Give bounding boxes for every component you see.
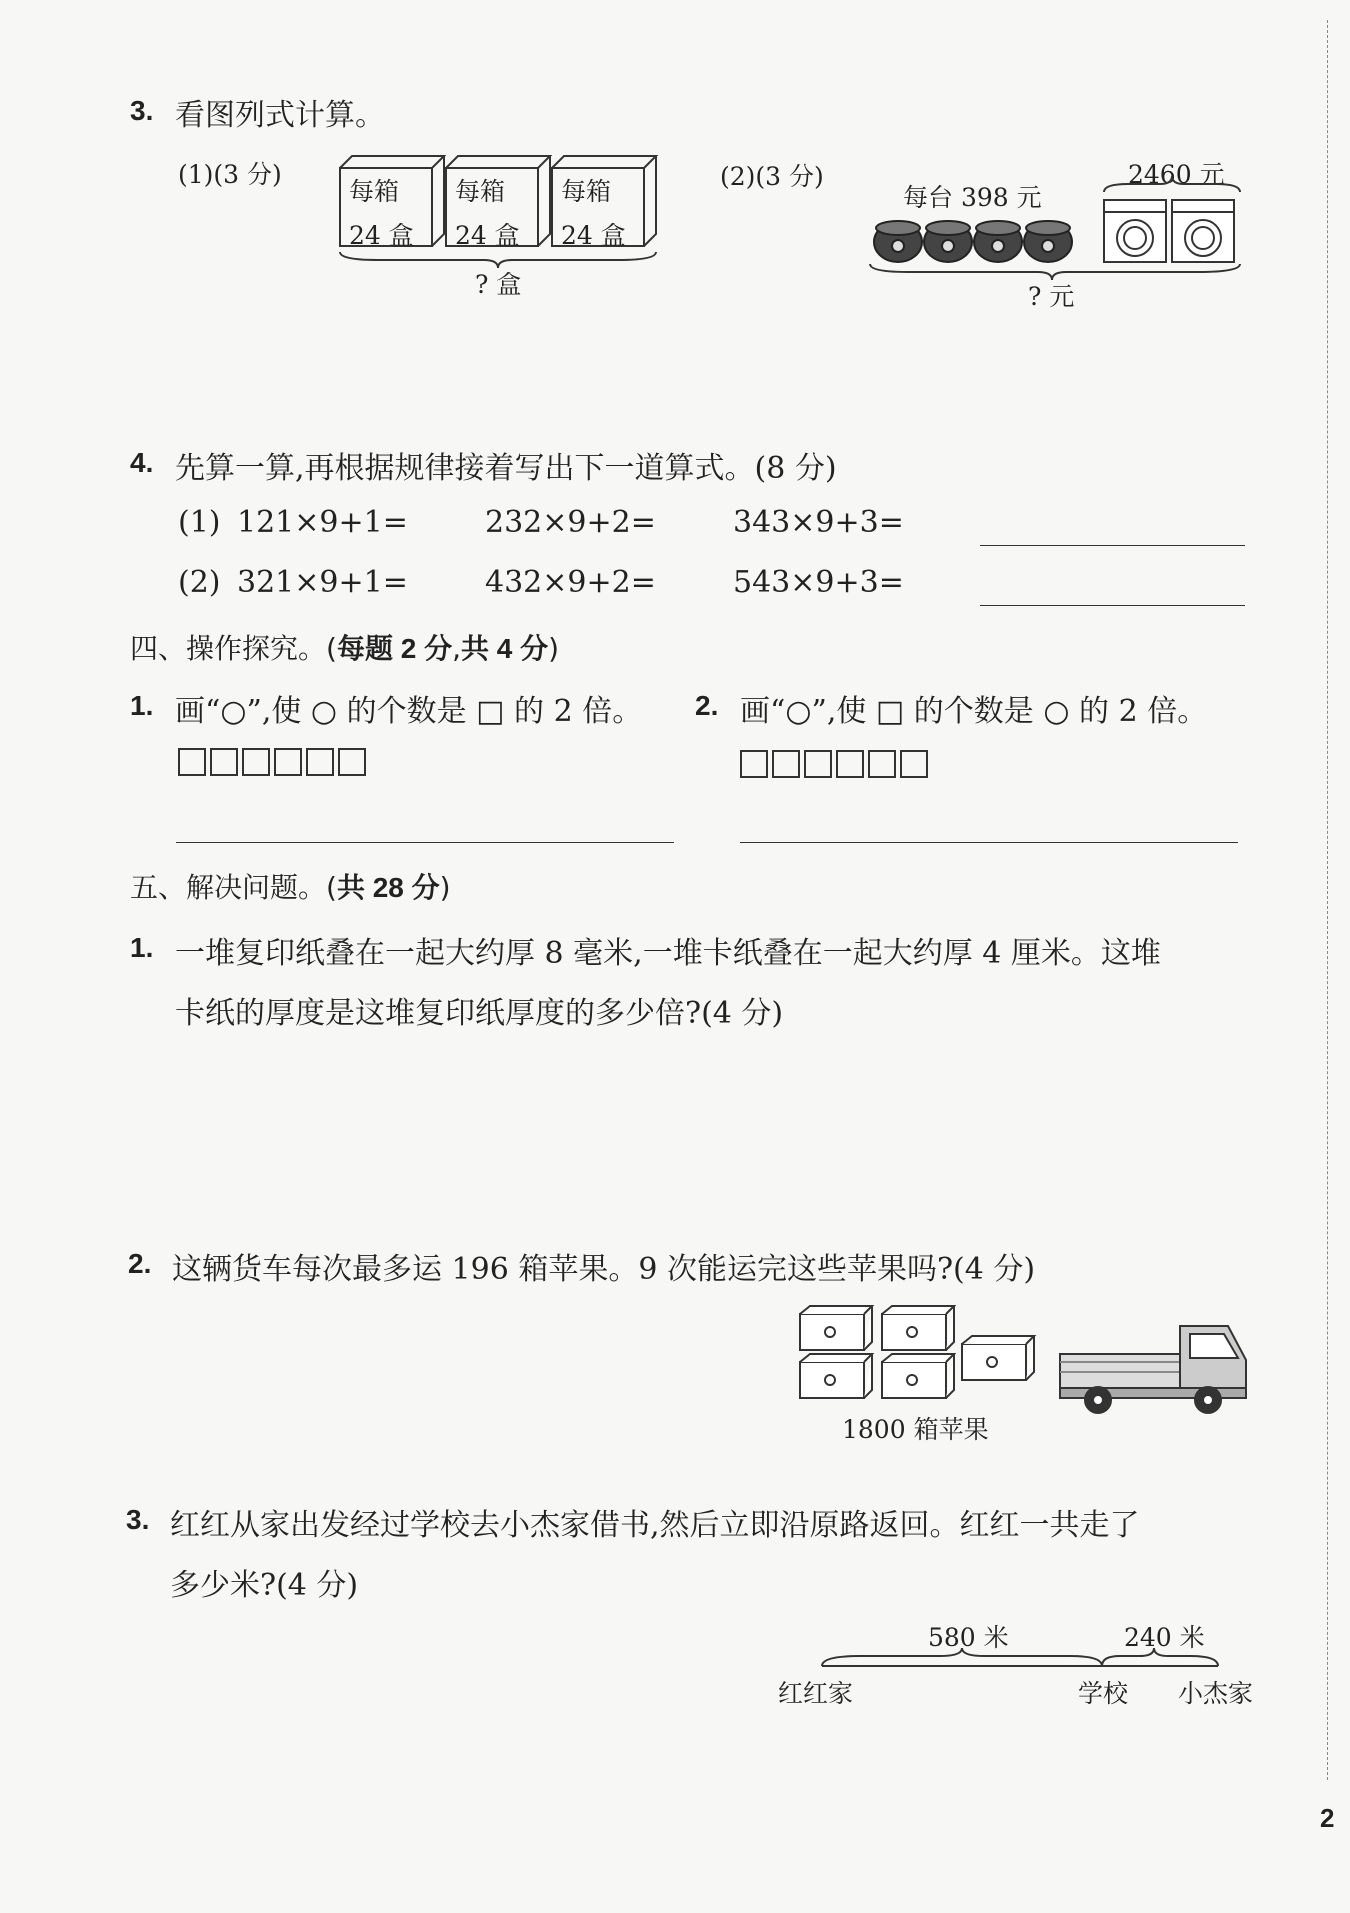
washer-2 — [1172, 200, 1234, 262]
appliances-question: ? 元 — [1028, 282, 1075, 311]
cooker-price: 每台 398 元 — [903, 183, 1042, 212]
boxes-question: ? 盒 — [475, 270, 522, 299]
q4-row1-label: (1) — [178, 505, 221, 540]
box1-line2: 24 盒 — [349, 221, 414, 250]
s5-q1-line1: 一堆复印纸叠在一起大约厚 8 毫米,一堆卡纸叠在一起大约厚 4 厘米。这堆 — [175, 936, 1161, 971]
brace-home-school — [822, 1648, 1102, 1666]
apples-caption: 1800 箱苹果 — [842, 1415, 989, 1444]
q4-row2-label: (2) — [178, 565, 221, 600]
square — [210, 748, 238, 776]
section4-title: 四、操作探究。(每题 2 分,共 4 分) — [130, 632, 560, 665]
washer-1 — [1104, 200, 1166, 262]
s4-q2-number: 2. — [695, 690, 719, 721]
rice-cooker-1 — [874, 221, 922, 262]
box2-line2: 24 盒 — [455, 221, 520, 250]
q4-row1-answer-line[interactable] — [980, 545, 1245, 546]
rice-cooker-2 — [924, 221, 972, 262]
route-figure — [820, 1646, 1230, 1686]
rice-cooker-3 — [974, 221, 1022, 262]
square — [868, 750, 896, 778]
square — [804, 750, 832, 778]
square — [306, 748, 334, 776]
s5-q3-line2: 多少米?(4 分) — [170, 1568, 359, 1603]
q4-row2-e3: 543×9+3= — [733, 565, 904, 600]
brace-school-friend — [1102, 1648, 1218, 1666]
label-friend: 小杰家 — [1178, 1679, 1254, 1708]
s4-q1-squares — [178, 748, 370, 776]
washer-price: 2460 元 — [1128, 160, 1225, 189]
square — [772, 750, 800, 778]
s4-q2-text: 画“○”,使 □ 的个数是 ○ 的 2 倍。 — [740, 694, 1208, 729]
apple-box-4 — [882, 1354, 954, 1398]
q4-row2-e1: 321×9+1= — [237, 565, 408, 600]
s5-q1-line2: 卡纸的厚度是这堆复印纸厚度的多少倍?(4 分) — [175, 996, 784, 1031]
box1-line1: 每箱 — [349, 177, 400, 206]
q4-row1-e3: 343×9+3= — [733, 505, 904, 540]
s4-q1-number: 1. — [130, 690, 154, 721]
apples-truck-figure — [798, 1300, 1278, 1420]
s4-q1-text: 画“○”,使 ○ 的个数是 □ 的 2 倍。 — [175, 694, 643, 729]
rice-cooker-4 — [1024, 221, 1072, 262]
square — [274, 748, 302, 776]
s4-q1-drawing-line[interactable] — [176, 842, 674, 843]
q3-text: 看图列式计算。 — [175, 98, 385, 133]
label-school: 学校 — [1078, 1679, 1129, 1708]
q3-number: 3. — [130, 95, 154, 126]
square — [178, 748, 206, 776]
square — [242, 748, 270, 776]
s5-q2-text: 这辆货车每次最多运 196 箱苹果。9 次能运完这些苹果吗?(4 分) — [172, 1252, 1036, 1287]
distance-580: 580 米 — [928, 1623, 1009, 1652]
square — [900, 750, 928, 778]
s4-q2-squares — [740, 750, 932, 778]
q4-row1-e1: 121×9+1= — [237, 505, 408, 540]
apple-box-3 — [800, 1354, 872, 1398]
apple-box-2 — [882, 1306, 954, 1350]
page-number: 2 — [1320, 1803, 1335, 1833]
s4-q2-drawing-line[interactable] — [740, 842, 1238, 843]
q4-number: 4. — [130, 447, 154, 478]
page-edge-dashed-line — [1327, 20, 1328, 1780]
q4-text: 先算一算,再根据规律接着写出下一道算式。(8 分) — [175, 451, 837, 486]
q4-row2-e2: 432×9+2= — [485, 565, 656, 600]
s5-q2-number: 2. — [128, 1248, 152, 1279]
apple-box-1 — [800, 1306, 872, 1350]
apple-box-5 — [962, 1336, 1034, 1380]
label-home: 红红家 — [778, 1679, 854, 1708]
section5-title: 五、解决问题。(共 28 分) — [130, 871, 451, 904]
q3-part2-label: (2)(3 分) — [720, 162, 824, 191]
square — [740, 750, 768, 778]
box2-line1: 每箱 — [455, 177, 506, 206]
square — [836, 750, 864, 778]
q4-row1-e2: 232×9+2= — [485, 505, 656, 540]
truck — [1060, 1326, 1246, 1413]
box3-line1: 每箱 — [561, 177, 612, 206]
s5-q3-line1: 红红从家出发经过学校去小杰家借书,然后立即沿原路返回。红红一共走了 — [170, 1508, 1140, 1543]
distance-240: 240 米 — [1124, 1623, 1205, 1652]
square — [338, 748, 366, 776]
box3-line2: 24 盒 — [561, 221, 626, 250]
q3-part1-label: (1)(3 分) — [178, 160, 282, 189]
s5-q3-number: 3. — [126, 1504, 150, 1535]
s5-q1-number: 1. — [130, 932, 154, 963]
q4-row2-answer-line[interactable] — [980, 605, 1245, 606]
